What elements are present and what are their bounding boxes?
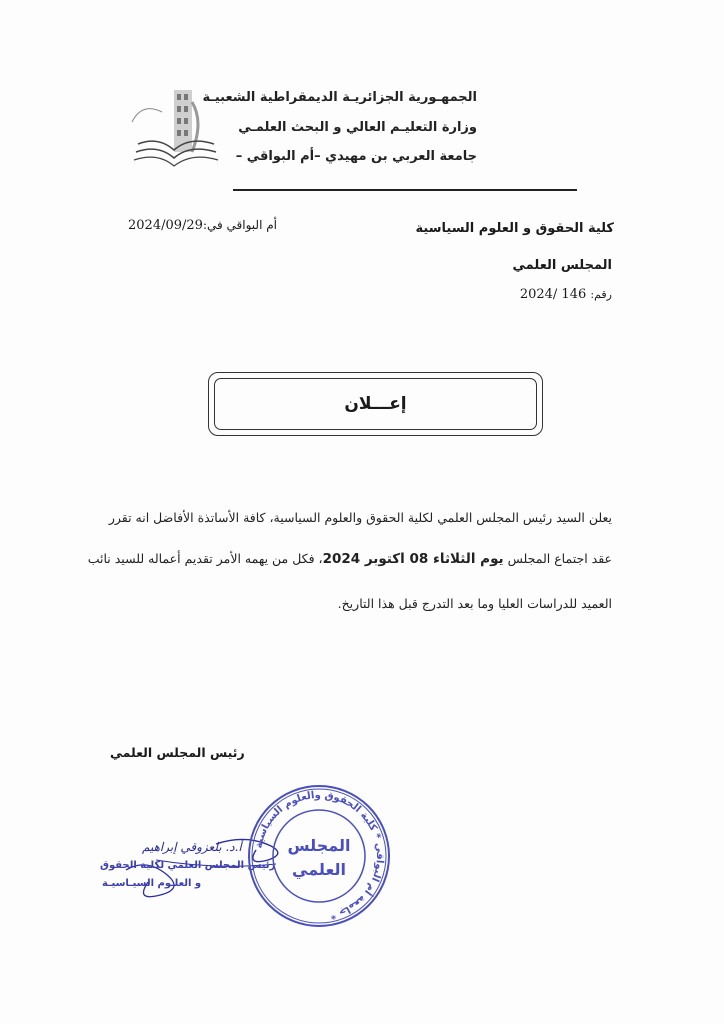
body-line-2	[88, 551, 612, 567]
reference-label: رقم:	[590, 288, 612, 301]
meeting-date: يوم الثلاثاء 08 اكتوبر 2024	[322, 551, 504, 567]
council-name: المجلس العلمي	[512, 258, 612, 273]
header-university: جامعة العربي بن مهيدي –أم البواقي –	[235, 149, 477, 164]
date-value: 2024/09/29	[128, 218, 203, 233]
body-line-1: يعلن السيد رئيس المجلس العلمي لكلية الحقوق والعلوم السياسية، كافة الأساتذة الأفاضل انه تقرر	[108, 510, 612, 525]
body-line-2-start: عقد اجتماع المجلس	[503, 551, 612, 566]
seal-center-line-1: المجلس	[287, 836, 351, 855]
signature-stamp-line-1: رئيس المجلس العلمي لكلية الحقوق	[100, 860, 276, 871]
official-seal	[246, 783, 392, 929]
faculty-name: كلية الحقوق و العلوم السياسية	[415, 221, 614, 236]
title-frame	[214, 378, 537, 430]
reference-value: 146 /2024	[519, 287, 587, 302]
body-line-2-end: ، فكل من يهمه الأمر تقديم أعماله للسيد نائب	[87, 551, 323, 566]
body-line-3: العميد للدراسات العليا وما بعد التدرج قبل هذا التاريخ.	[337, 596, 612, 611]
header-country: الجمهـورية الجزائريـة الديمقراطية الشعبيـة	[202, 90, 477, 105]
seal-center-line-2: العلمي	[292, 860, 346, 879]
header-ministry: وزارة التعليـم العالي و البحث العلمـي	[238, 120, 477, 135]
reference-number	[520, 287, 612, 302]
signature-stamp-line-2: و العلـوم السيـاسيـة	[102, 878, 202, 889]
signature-name: أ.د. بلعزوقي إبراهيم	[142, 840, 242, 854]
seal-ring-text: جامعة أم البواقي * كلية الحقوق والعلوم السياسية *	[253, 789, 386, 921]
document-date	[128, 218, 277, 233]
header-divider	[233, 189, 577, 191]
date-label: أم البواقي في:	[202, 218, 277, 232]
signatory-title: رئيس المجلس العلمي	[110, 745, 245, 760]
announcement-title: إعـــلان	[344, 394, 407, 414]
